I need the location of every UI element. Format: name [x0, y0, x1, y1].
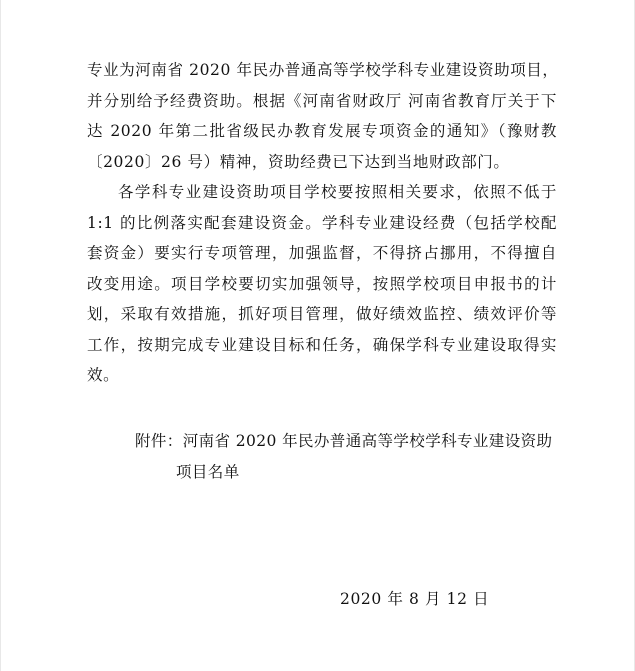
- paragraph-1-line-3: 达 2020 年第二批省级民办教育发展专项资金的通知》（豫财教: [87, 122, 557, 140]
- paragraph-2-line-2: 1:1 的比例落实配套建设资金。学科专业建设经费（包括学校配: [87, 213, 557, 232]
- paragraph-2-line-4: 改变用途。项目学校要切实加强领导，按照学校项目申报书的计: [87, 274, 557, 293]
- paragraph-1-line-1: 专业为河南省 2020 年民办普通高等学校学科专业建设资助项目，: [87, 61, 559, 79]
- paragraph-2-line-7: 效。: [87, 366, 120, 384]
- paragraph-2-line-1: 各学科专业建设资助项目学校要按照相关要求，依照不低于: [118, 183, 557, 201]
- paragraph-1-line-4: 〔2020〕26 号）精神，资助经费已下达到当地财政部门。: [87, 152, 510, 171]
- attachment-line-1: 附件：河南省 2020 年民办普通高等学校学科专业建设资助: [135, 432, 553, 450]
- paragraph-2-line-5: 划，采取有效措施，抓好项目管理，做好绩效监控、绩效评价等: [87, 305, 557, 323]
- attachment-line-2: 项目名单: [176, 462, 240, 481]
- document-date: 2020 年 8 月 12 日: [340, 590, 490, 608]
- document-body: [87, 55, 557, 391]
- paragraph-1-line-2: 并分别给予经费资助。根据《河南省财政厅 河南省教育厅关于下: [87, 91, 557, 110]
- paragraph-2-line-6: 工作，按期完成专业建设目标和任务，确保学科专业建设取得实: [87, 335, 557, 354]
- paragraph-2-line-3: 套资金）要实行专项管理，加强监督，不得挤占挪用，不得擅自: [87, 244, 557, 262]
- attachment-note: [135, 426, 565, 487]
